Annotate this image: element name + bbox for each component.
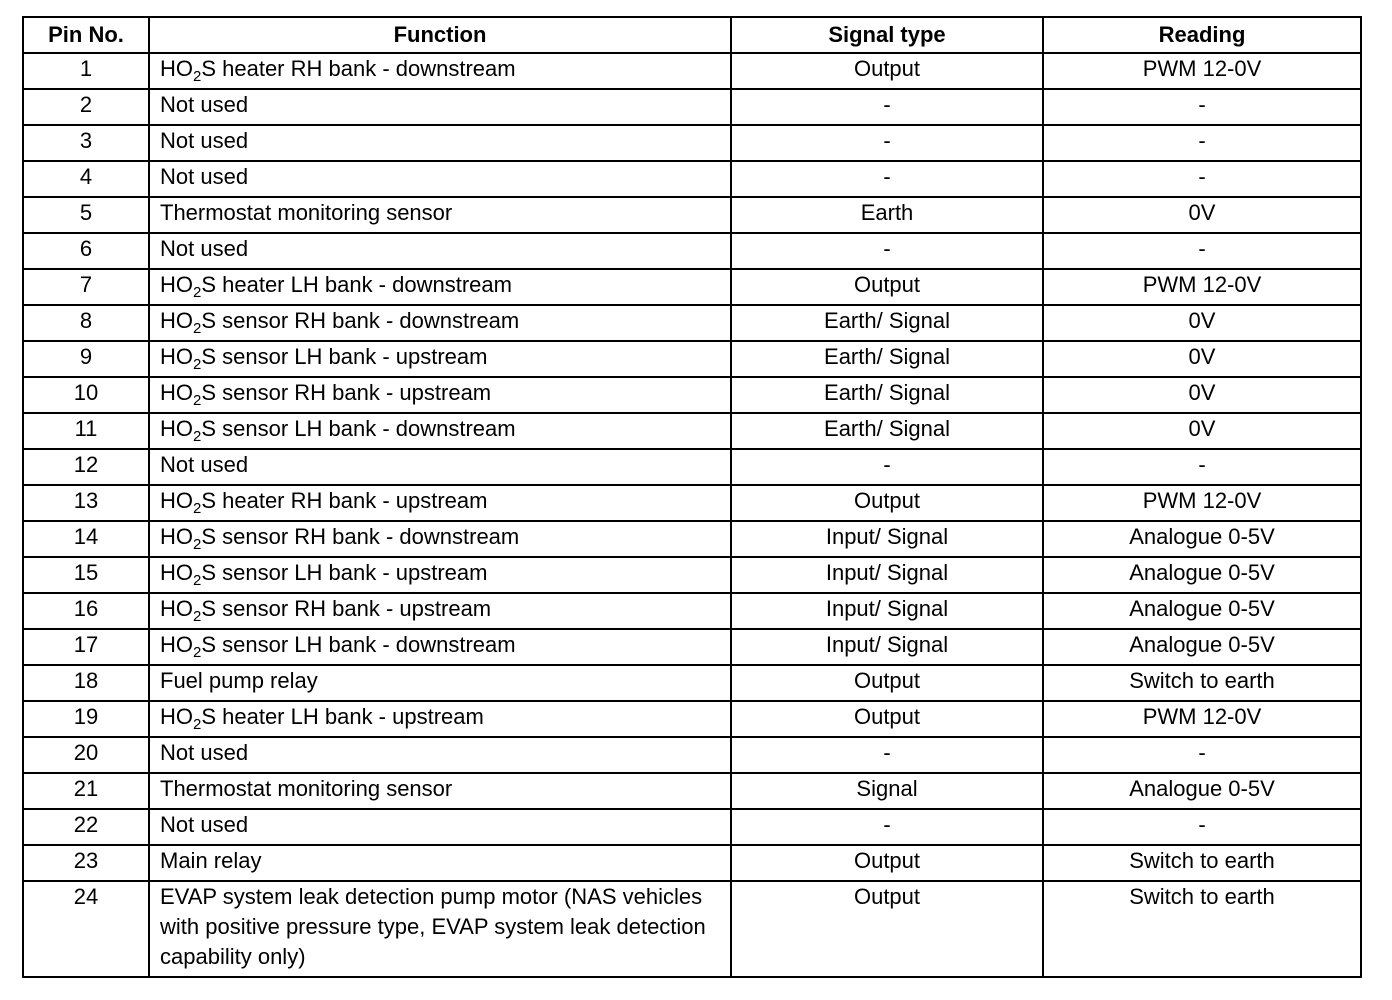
function-cell: $HO_2S$ heater RH bank - upstream [149, 485, 731, 521]
function-cell: $HO_2S$ heater RH bank - downstream [149, 53, 731, 89]
pin-cell: 18 [23, 665, 149, 701]
signal-type-cell: Output [731, 701, 1043, 737]
pin-cell: 23 [23, 845, 149, 881]
reading-cell: PWM 12-0V [1043, 701, 1361, 737]
reading-cell: Switch to earth [1043, 845, 1361, 881]
reading-cell: - [1043, 809, 1361, 845]
reading-cell: - [1043, 125, 1361, 161]
signal-type-cell: - [731, 233, 1043, 269]
reading-cell: 0V [1043, 413, 1361, 449]
signal-type-cell: Earth/ Signal [731, 305, 1043, 341]
function-cell: Not used [149, 737, 731, 773]
signal-type-cell: Output [731, 53, 1043, 89]
function-cell: $HO_2S$ sensor RH bank - upstream [149, 377, 731, 413]
signal-type-cell: - [731, 89, 1043, 125]
pin-table [22, 16, 1362, 978]
table-row [23, 125, 1361, 161]
pin-cell: 24 [23, 881, 149, 977]
reading-cell: - [1043, 89, 1361, 125]
function-cell: Not used [149, 449, 731, 485]
reading-cell: Switch to earth [1043, 665, 1361, 701]
pin-cell: 3 [23, 125, 149, 161]
table-row [23, 629, 1361, 665]
pin-cell: 12 [23, 449, 149, 485]
function-cell: Not used [149, 125, 731, 161]
signal-type-cell: Signal [731, 773, 1043, 809]
header-function: Function [149, 17, 731, 53]
reading-cell: PWM 12-0V [1043, 53, 1361, 89]
table-row [23, 377, 1361, 413]
pin-cell: 17 [23, 629, 149, 665]
function-cell: Thermostat monitoring sensor [149, 197, 731, 233]
signal-type-cell: Earth/ Signal [731, 413, 1043, 449]
signal-type-cell: Input/ Signal [731, 557, 1043, 593]
table-row [23, 161, 1361, 197]
reading-cell: 0V [1043, 305, 1361, 341]
function-cell: Not used [149, 161, 731, 197]
table-row [23, 521, 1361, 557]
reading-cell: 0V [1043, 341, 1361, 377]
function-cell: Not used [149, 233, 731, 269]
header-reading: Reading [1043, 17, 1361, 53]
table-row [23, 233, 1361, 269]
pin-cell: 11 [23, 413, 149, 449]
function-cell: $HO_2S$ sensor RH bank - downstream [149, 521, 731, 557]
table-row [23, 341, 1361, 377]
table-row [23, 413, 1361, 449]
function-cell: Not used [149, 89, 731, 125]
table-row [23, 773, 1361, 809]
pin-cell: 10 [23, 377, 149, 413]
pin-cell: 6 [23, 233, 149, 269]
header-pin: Pin No. [23, 17, 149, 53]
table-row [23, 89, 1361, 125]
table-row [23, 809, 1361, 845]
reading-cell: PWM 12-0V [1043, 269, 1361, 305]
signal-type-cell: - [731, 161, 1043, 197]
table-row [23, 593, 1361, 629]
signal-type-cell: - [731, 449, 1043, 485]
table-row [23, 269, 1361, 305]
signal-type-cell: - [731, 125, 1043, 161]
reading-cell: PWM 12-0V [1043, 485, 1361, 521]
table-row [23, 557, 1361, 593]
reading-cell: Analogue 0-5V [1043, 593, 1361, 629]
signal-type-cell: - [731, 737, 1043, 773]
pin-cell: 16 [23, 593, 149, 629]
pin-cell: 15 [23, 557, 149, 593]
reading-cell: - [1043, 161, 1361, 197]
pin-cell: 7 [23, 269, 149, 305]
pin-rows [23, 53, 1361, 977]
table-row [23, 485, 1361, 521]
signal-type-cell: Output [731, 845, 1043, 881]
pin-cell: 2 [23, 89, 149, 125]
table-row [23, 53, 1361, 89]
signal-type-cell: Input/ Signal [731, 521, 1043, 557]
function-cell: $HO_2S$ heater LH bank - downstream [149, 269, 731, 305]
function-cell: Main relay [149, 845, 731, 881]
reading-cell: Switch to earth [1043, 881, 1361, 977]
pin-cell: 4 [23, 161, 149, 197]
function-cell: $HO_2S$ sensor RH bank - downstream [149, 305, 731, 341]
signal-type-cell: Earth/ Signal [731, 341, 1043, 377]
function-cell: Fuel pump relay [149, 665, 731, 701]
pin-cell: 8 [23, 305, 149, 341]
header-row [23, 17, 1361, 53]
signal-type-cell: Earth [731, 197, 1043, 233]
function-cell: $HO_2S$ sensor RH bank - upstream [149, 593, 731, 629]
signal-type-cell: - [731, 809, 1043, 845]
pin-cell: 1 [23, 53, 149, 89]
function-cell: EVAP system leak detection pump motor (NAS vehicles with positive pressure type, EVAP system leak detection capability only) [149, 881, 731, 977]
reading-cell: Analogue 0-5V [1043, 629, 1361, 665]
function-cell: $HO_2S$ sensor LH bank - upstream [149, 341, 731, 377]
pin-cell: 14 [23, 521, 149, 557]
signal-type-cell: Output [731, 665, 1043, 701]
header-signal-type: Signal type [731, 17, 1043, 53]
table-row [23, 737, 1361, 773]
signal-type-cell: Output [731, 881, 1043, 977]
signal-type-cell: Output [731, 485, 1043, 521]
function-cell: $HO_2S$ heater LH bank - upstream [149, 701, 731, 737]
function-cell: $HO_2S$ sensor LH bank - upstream [149, 557, 731, 593]
table-row [23, 881, 1361, 977]
pin-cell: 21 [23, 773, 149, 809]
table-row [23, 197, 1361, 233]
reading-cell: - [1043, 233, 1361, 269]
signal-type-cell: Input/ Signal [731, 629, 1043, 665]
function-cell: $HO_2S$ sensor LH bank - downstream [149, 629, 731, 665]
reading-cell: - [1043, 449, 1361, 485]
signal-type-cell: Input/ Signal [731, 593, 1043, 629]
pin-cell: 22 [23, 809, 149, 845]
pin-cell: 9 [23, 341, 149, 377]
signal-type-cell: Earth/ Signal [731, 377, 1043, 413]
function-cell: Not used [149, 809, 731, 845]
function-cell: $HO_2S$ sensor LH bank - downstream [149, 413, 731, 449]
pin-cell: 19 [23, 701, 149, 737]
table-row [23, 701, 1361, 737]
pin-cell: 20 [23, 737, 149, 773]
table-row [23, 845, 1361, 881]
reading-cell: Analogue 0-5V [1043, 521, 1361, 557]
signal-type-cell: Output [731, 269, 1043, 305]
table-row [23, 665, 1361, 701]
reading-cell: 0V [1043, 197, 1361, 233]
function-cell: Thermostat monitoring sensor [149, 773, 731, 809]
reading-cell: - [1043, 737, 1361, 773]
reading-cell: Analogue 0-5V [1043, 557, 1361, 593]
pin-cell: 5 [23, 197, 149, 233]
reading-cell: 0V [1043, 377, 1361, 413]
pin-cell: 13 [23, 485, 149, 521]
table-row [23, 449, 1361, 485]
reading-cell: Analogue 0-5V [1043, 773, 1361, 809]
table-row [23, 305, 1361, 341]
